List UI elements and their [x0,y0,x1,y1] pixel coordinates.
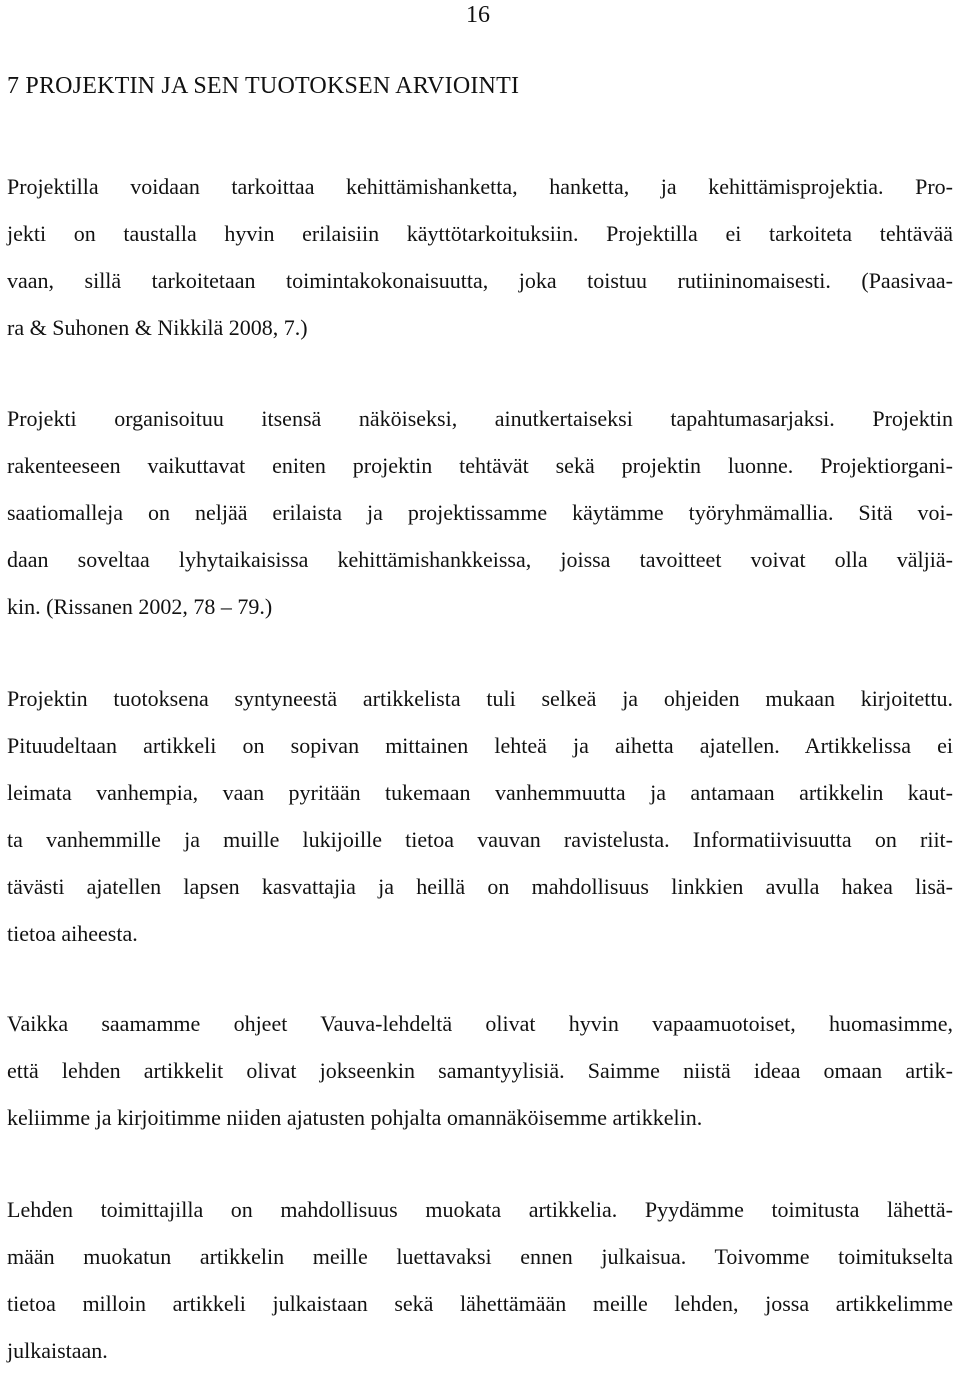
paragraph-line: Projektin tuotoksena syntyneestä artikkelista tuli selkeä ja ohjeiden mukaan kirjoitettu. [7,686,953,711]
paragraph-1 [7,163,953,351]
paragraph-5 [7,1186,953,1374]
paragraph-line: Pituudeltaan artikkeli on sopivan mittainen lehteä ja aihetta ajatellen. Artikkelissa ei [7,733,953,758]
paragraph-line: ra & Suhonen & Nikkilä 2008, 7.) [7,315,308,340]
paragraph-line: Projektilla voidaan tarkoittaa kehittämishanketta, hanketta, ja kehittämisprojektia. Pro- [7,174,953,199]
paragraph-line: ta vanhemmille ja muille lukijoille tietoa vauvan ravistelusta. Informatiivisuutta on riit- [7,827,953,852]
paragraph-line: daan soveltaa lyhytaikaisissa kehittämishankkeissa, joissa tavoitteet voivat olla väljiä- [7,547,953,572]
paragraph-line: tietoa aiheesta. [7,921,138,946]
paragraph-line: mään muokatun artikkelin meille luettavaksi ennen julkaisua. Toivomme toimitukselta [7,1244,953,1269]
paragraph-3 [7,675,953,957]
page-number: 16 [466,2,490,28]
paragraph-line: tietoa milloin artikkeli julkaistaan sekä lähettämään meille lehden, jossa artikkelimme [7,1291,953,1316]
paragraph-line: julkaistaan. [7,1338,108,1363]
paragraph-line: rakenteeseen vaikuttavat eniten projektin tehtävät sekä projektin luonne. Projektiorgani- [7,453,953,478]
paragraph-line: Lehden toimittajilla on mahdollisuus muokata artikkelia. Pyydämme toimitusta lähettä- [7,1197,953,1222]
paragraph-line: saatiomalleja on neljää erilaista ja projektissamme käytämme työryhmämallia. Sitä voi- [7,500,953,525]
paragraph-2 [7,395,953,630]
paragraph-line: kin. (Rissanen 2002, 78 – 79.) [7,594,273,619]
paragraph-4 [7,1000,953,1141]
section-heading: 7 PROJEKTIN JA SEN TUOTOKSEN ARVIOINTI [7,73,520,99]
paragraph-line: Vaikka saamamme ohjeet Vauva-lehdeltä olivat hyvin vapaamuotoiset, huomasimme, [7,1011,953,1036]
paragraph-line: että lehden artikkelit olivat jokseenkin samantyylisiä. Saimme niistä ideaa omaan artik- [7,1058,953,1083]
paragraph-line: tävästi ajatellen lapsen kasvattajia ja heillä on mahdollisuus linkkien avulla hakea lisä- [7,874,953,899]
paragraph-line: jekti on taustalla hyvin erilaisiin käyttötarkoituksiin. Projektilla ei tarkoiteta tehtävää [7,221,953,246]
paragraph-line: keliimme ja kirjoitimme niiden ajatusten pohjalta omannäköisemme artikkelin. [7,1105,703,1130]
paragraph-line: leimata vanhempia, vaan pyritään tukemaan vanhemmuutta ja antamaan artikkelin kaut- [7,780,953,805]
paragraph-line: Projekti organisoituu itsensä näköiseksi, ainutkertaiseksi tapahtumasarjaksi. Projektin [7,406,953,431]
paragraph-line: vaan, sillä tarkoitetaan toimintakokonaisuutta, joka toistuu rutiininomaisesti. (Paasivaa- [7,268,953,293]
